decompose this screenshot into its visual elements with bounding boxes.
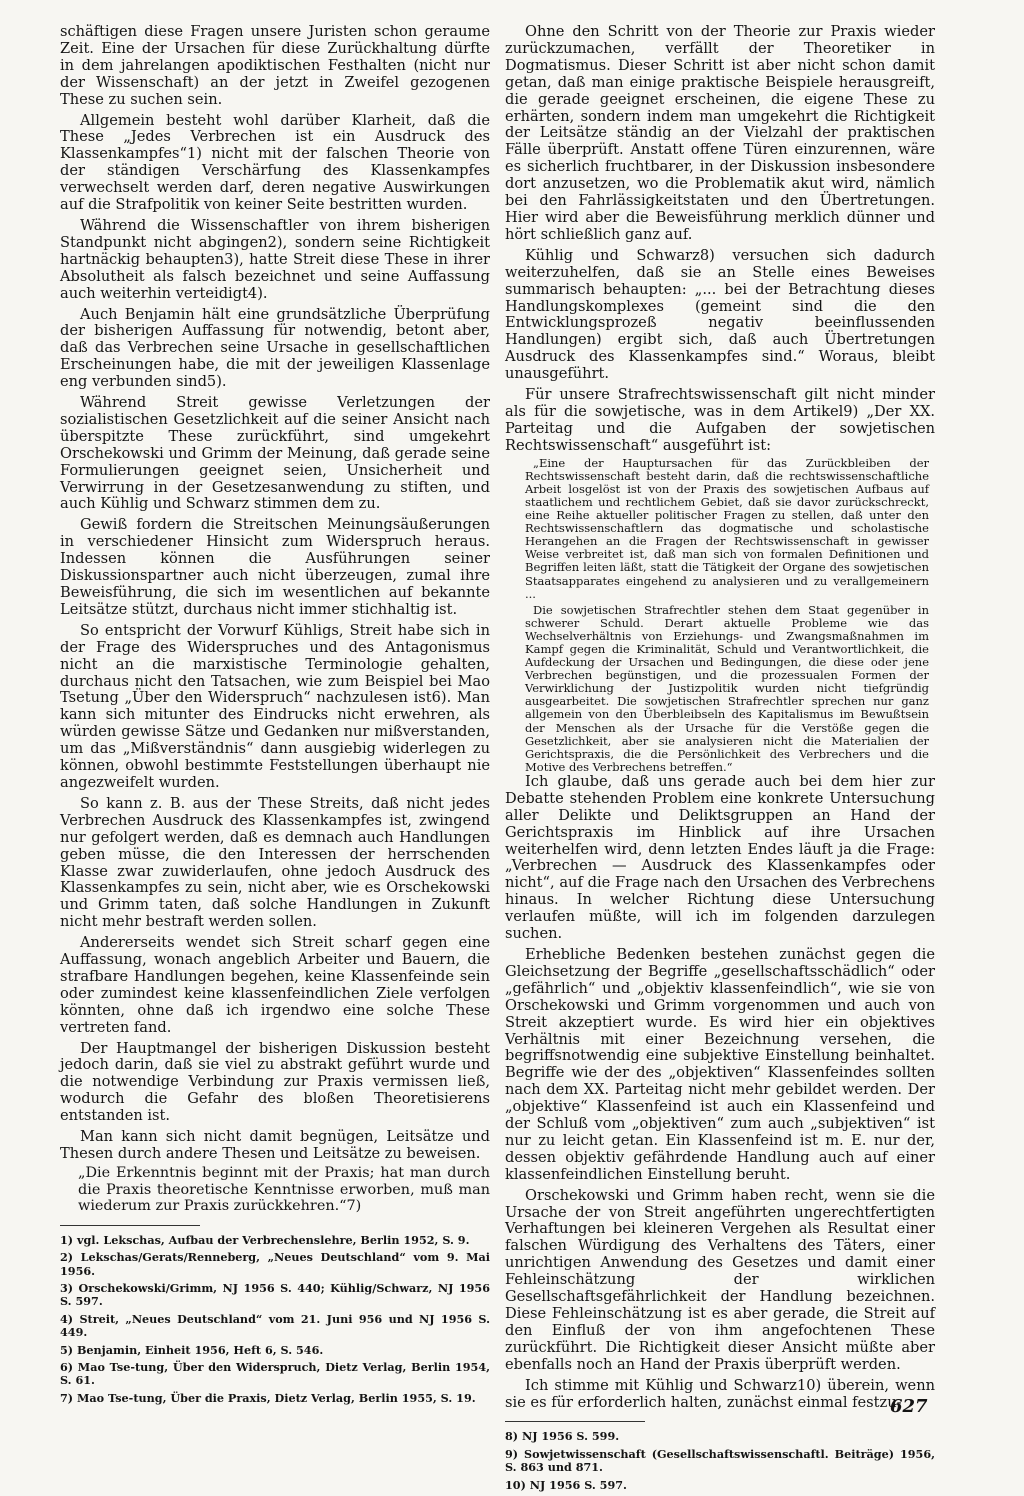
right-column [505, 24, 935, 1496]
footnote: 1) vgl. Lekschas, Aufbau der Verbrechenslehre, Berlin 1952, S. 9. [60, 1232, 470, 1247]
paragraph: Ich glaube, daß uns gerade auch bei dem hier zur Debatte stehenden Problem eine konkrete Untersuchung aller Delikte und Deliktsgruppen an Hand der Gerichtspraxis im Hinblick auf ihre Ursachen weiterhelfen wird, denn letzten Endes läuft ja die Frage: „Verbrechen — Ausdruck des Klassenkampfes oder nicht“, auf die Frage nach den Ursachen des Verbrechens hinaus. In welcher Richtung diese Untersuchung verlaufen müßte, will ich im folgenden darzulegen suchen. [505, 772, 935, 943]
footnote: 4) Streit, „Neues Deutschland“ vom 21. Juni 956 und NJ 1956 S. 449. [60, 1311, 490, 1340]
footnote: 8) NJ 1956 S. 599. [505, 1429, 620, 1444]
footnote-divider [60, 1225, 200, 1226]
paragraph: Für unsere Strafrechtswissenschaft gilt nicht minder als für die sowjetische, was in dem Artikel9) „Der XX. Parteitag und die Aufgaben der sowjetischen Rechtswissenschaft“ ausgeführt ist: [505, 386, 935, 454]
footnote: 9) Sowjetwissenschaft (Gesellschaftswissenschaftl. Beiträge) 1956, S. 863 und 871. [505, 1446, 935, 1475]
paragraph: Allgemein besteht wohl darüber Klarheit, daß die These „Jedes Verbrechen ist ein Ausdruck des Klassenkampfes“1) nicht mit der falschen Theorie von der ständigen Verschärfung des Klassenkampfes verwechselt werden darf, deren negative Auswirkungen auf die Strafpolitik von keiner Seite bestritten wurden. [60, 111, 490, 214]
small-block-quote: „Eine der Hauptursachen für das Zurückbleiben der Rechtswissenschaft besteht darin, daß die rechtswissenschaftliche Arbeit losgelöst ist von der Praxis des sowjetischen Aufbaus auf staatlichem und rechtlichem Gebiet, daß sie davor zurückschreckt, eine Reihe aktueller politischer Fragen zu stellen, daß unter den Rechtswissenschaftlern das dogmatische und scholastische Herangehen an die Fragen der Rechtswissenschaft in gewisser Weise verbreitet ist, daß man sich von formalen Definitionen und Begriffen leiten läßt, statt die Tätigkeit der Organe des sowjetischen Staatsapparates eingehend zu analysieren und zu verallgemeinern ... [525, 455, 929, 601]
paragraph: Andererseits wendet sich Streit scharf gegen eine Auffassung, wonach angeblich Arbeiter und Bauern, die strafbare Handlungen begehen, keine Klassenfeinde sein oder zumindest keine klassenfeindlichen Ziele verfolgen könnten, ohne daß ich irgendwo eine solche These vertreten fand. [60, 934, 490, 1036]
footnote: 10) NJ 1956 S. 597. [505, 1477, 627, 1492]
paragraph: Kühlig und Schwarz8) versuchen sich dadurch weiterzuhelfen, daß sie an Stelle eines Beweises summarisch behaupten: „... bei der Betrachtung dieses Handlungskomplexes (gemeint sind die den Entwicklungsprozeß negativ beeinflussenden Handlungen) ergibt sich, daß auch Übertretungen Ausdruck des Klassenkampfes sind.“ Woraus, bleibt unausgeführt. [505, 246, 935, 383]
paragraph: Während Streit gewisse Verletzungen der sozialistischen Gesetzlichkeit auf die seiner Ansicht nach überspitzte These zurückführt, sind umgekehrt Orschekowski und Grimm der Meinung, daß gerade seine Formulierungen geeignet seien, Unsicherheit und Verwirrung in der Gesetzesanwendung zu stiften, und auch Kühlig und Schwarz stimmen dem zu. [60, 394, 490, 513]
footnote: 2) Lekschas/Gerats/Renneberg, „Neues Deutschland“ vom 9. Mai 1956. [60, 1250, 490, 1278]
paragraph: So kann z. B. aus der These Streits, daß nicht jedes Verbrechen Ausdruck des Klassenkampfes ist, zwingend nur gefolgert werden, daß es demnach auch Handlungen geben müsse, die den Interessen der herrschenden Klasse zwar zuwiderlaufen, ohne jedoch Ausdruck des Klassenkampfes zu sein, nicht aber, wie es Orschekowski und Grimm taten, daß solche Handlungen in Zukunft nicht mehr bestraft werden sollen. [60, 794, 490, 931]
small-block-quote: Die sowjetischen Strafrechtler stehen dem Staat gegenüber in schwerer Schuld. Derart aktuelle Probleme wie das Wechselverhältnis von Erziehungs- und Zwangsmaßnahmen im Kampf gegen die Kriminalität, Schuld und Verantwortlichkeit, die Aufdeckung der Ursachen und Bedingungen, die diese oder jene Verbrechen begünstigen, und die prozessualen Formen der Verwirklichung der Justizpolitik wurden nicht tiefgründig ausgearbeitet. Die sowjetischen Strafrechtler sprechen nur ganz allgemein von den Überbleibseln des Kapitalismus im Bewußtsein der Menschen als der Ursache für die Verstöße gegen die Gesetzlichkeit, aber sie analysieren nicht die Materialien der Gerichtspraxis, die die Persönlichkeit des Verbrechers und die Motive des Verbrechens betreffen.“ [525, 602, 929, 774]
block-quote: „Die Erkenntnis beginnt mit der Praxis; hat man durch die Praxis theoretische Kenntnisse erworben, muß man wiederum zur Praxis zurückkehren.“7) [78, 1164, 490, 1215]
footnote: 7) Mao Tse-tung, Über die Praxis, Dietz Verlag, Berlin 1955, S. 19. [60, 1390, 476, 1405]
paragraph: schäftigen diese Fragen unsere Juristen schon geraume Zeit. Eine der Ursachen für diese Zurückhaltung dürfte in dem jahrelangen apodiktischen Festhalten (nicht nur der Wissenschaft) an der jetzt in Zweifel gezogenen These zu suchen sein. [60, 23, 490, 108]
paragraph: So entspricht der Vorwurf Kühligs, Streit habe sich in der Frage des Widerspruches und des Antagonismus nicht an die marxistische Terminologie gehalten, durchaus nicht den Tatsachen, wie zum Beispiel bei Mao Tsetung „Über den Widerspruch“ nachzulesen ist6). Man kann sich mitunter des Eindrucks nicht erwehren, als würden gewisse Sätze und Gedanken nur mißverstanden, um das „Mißverständnis“ dann ausgiebig widerlegen zu können, obwohl bestimmte Feststellungen überhaupt nie angezweifelt wurden. [60, 621, 490, 791]
footnote: 3) Orschekowski/Grimm, NJ 1956 S. 440; Kühlig/Schwarz, NJ 1956 S. 597. [60, 1280, 490, 1309]
paragraph: Während die Wissenschaftler von ihrem bisherigen Standpunkt nicht abgingen2), sondern seine Richtigkeit hartnäckig behaupten3), hatte Streit diese These in ihrer Absolutheit als falsch bezeichnet und seine Auffassung auch weiterhin verteidigt4). [60, 216, 490, 302]
left-column [60, 24, 490, 1409]
paragraph: Ohne den Schritt von der Theorie zur Praxis wieder zurückzumachen, verfällt der Theoretiker in Dogmatismus. Dieser Schritt ist aber nicht schon damit getan, daß man einige praktische Beispiele herausgreift, die gerade geeignet erscheinen, die eigene These zu erhärten, sondern indem man umgekehrt die Richtigkeit der Leitsätze ständig an der Vielzahl der praktischen Fälle überprüft. Anstatt offene Türen einzurennen, wäre es sicherlich fruchtbarer, in der Diskussion insbesondere dort anzusetzen, wo die Problematik akut wird, nämlich bei den Fahrlässigkeitstaten und den Übertretungen. Hier wird aber die Beweisführung merklich dünner und hört schließlich ganz auf. [505, 23, 935, 243]
paragraph: Ich stimme mit Kühlig und Schwarz10) überein, wenn sie es für erforderlich halten, zunächst einmal festzu- [505, 1376, 935, 1411]
paragraph: Auch Benjamin hält eine grundsätzliche Überprüfung der bisherigen Auffassung für notwendig, betont aber, daß das Verbrechen seine Ursache in gesellschaftlichen Erscheinungen habe, die mit der jeweiligen Klassenlage eng verbunden sind5). [60, 305, 490, 391]
paragraph: Man kann sich nicht damit begnügen, Leitsätze und Thesen durch andere Thesen und Leitsätze zu beweisen. [60, 1128, 490, 1162]
paragraph: Erhebliche Bedenken bestehen zunächst gegen die Gleichsetzung der Begriffe „gesellschaftsschädlich“ oder „gefährlich“ und „objektiv klassenfeindlich“, wie sie von Orschekowski und Grimm vorgenommen und auch von Streit akzeptiert wurde. Es wird hier ein objektives Verhältnis mit einer Bezeichnung versehen, die begriffsnotwendig eine subjektive Einstellung beinhaltet. Begriffe wie der des „objektiven“ Klassenfeindes sollten nach dem XX. Parteitag nicht mehr gebildet werden. Der „objektive“ Klassenfeind ist auch ein Klassenfeind und der Schluß vom „objektiven“ zum auch „subjektiven“ ist nur zu leicht getan. Ein Klassenfeind ist m. E. nur der, dessen objektiv gefährdende Handlung auch auf einer klassenfeindlichen Einstellung beruht. [505, 945, 935, 1183]
footnote: 6) Mao Tse-tung, Über den Widerspruch, Dietz Verlag, Berlin 1954, S. 61. [60, 1359, 490, 1388]
footnote: 5) Benjamin, Einheit 1956, Heft 6, S. 546. [60, 1342, 324, 1357]
paragraph: Gewiß fordern die Streitschen Meinungsäußerungen in verschiedener Hinsicht zum Widerspruch heraus. Indessen können die Ausführungen seiner Diskussionspartner auch nicht überzeugen, zumal ihre Beweisführung, die sich im wesentlichen auf bekannte Leitsätze stützt, durchaus nicht immer stichhaltig ist. [60, 516, 490, 618]
paragraph: Der Hauptmangel der bisherigen Diskussion besteht jedoch darin, daß sie viel zu abstrakt geführt wurde und die notwendige Verbindung zur Praxis vermissen ließ, wodurch die Gefahr des bloßen Theoretisierens entstanden ist. [60, 1039, 490, 1125]
paragraph: Orschekowski und Grimm haben recht, wenn sie die Ursache der von Streit angeführten ungerechtfertigten Verhaftungen bei kleineren Vergehen als Resultat einer falschen Würdigung des Verhaltens des Täters, einer unrichtigen Anwendung des Gesetzes und damit einer Fehleinschätzung der wirklichen Gesellschaftsgefährlichkeit der Handlung bezeichnen. Diese Fehleinschätzung ist es aber gerade, die Streit auf den Einfluß der von ihm angefochtenen These zurückführt. Die Richtigkeit dieser Ansicht müßte aber ebenfalls noch an Hand der Praxis überprüft werden. [505, 1186, 935, 1373]
page-number: 627 [890, 1396, 928, 1417]
footnote-divider [505, 1421, 645, 1422]
